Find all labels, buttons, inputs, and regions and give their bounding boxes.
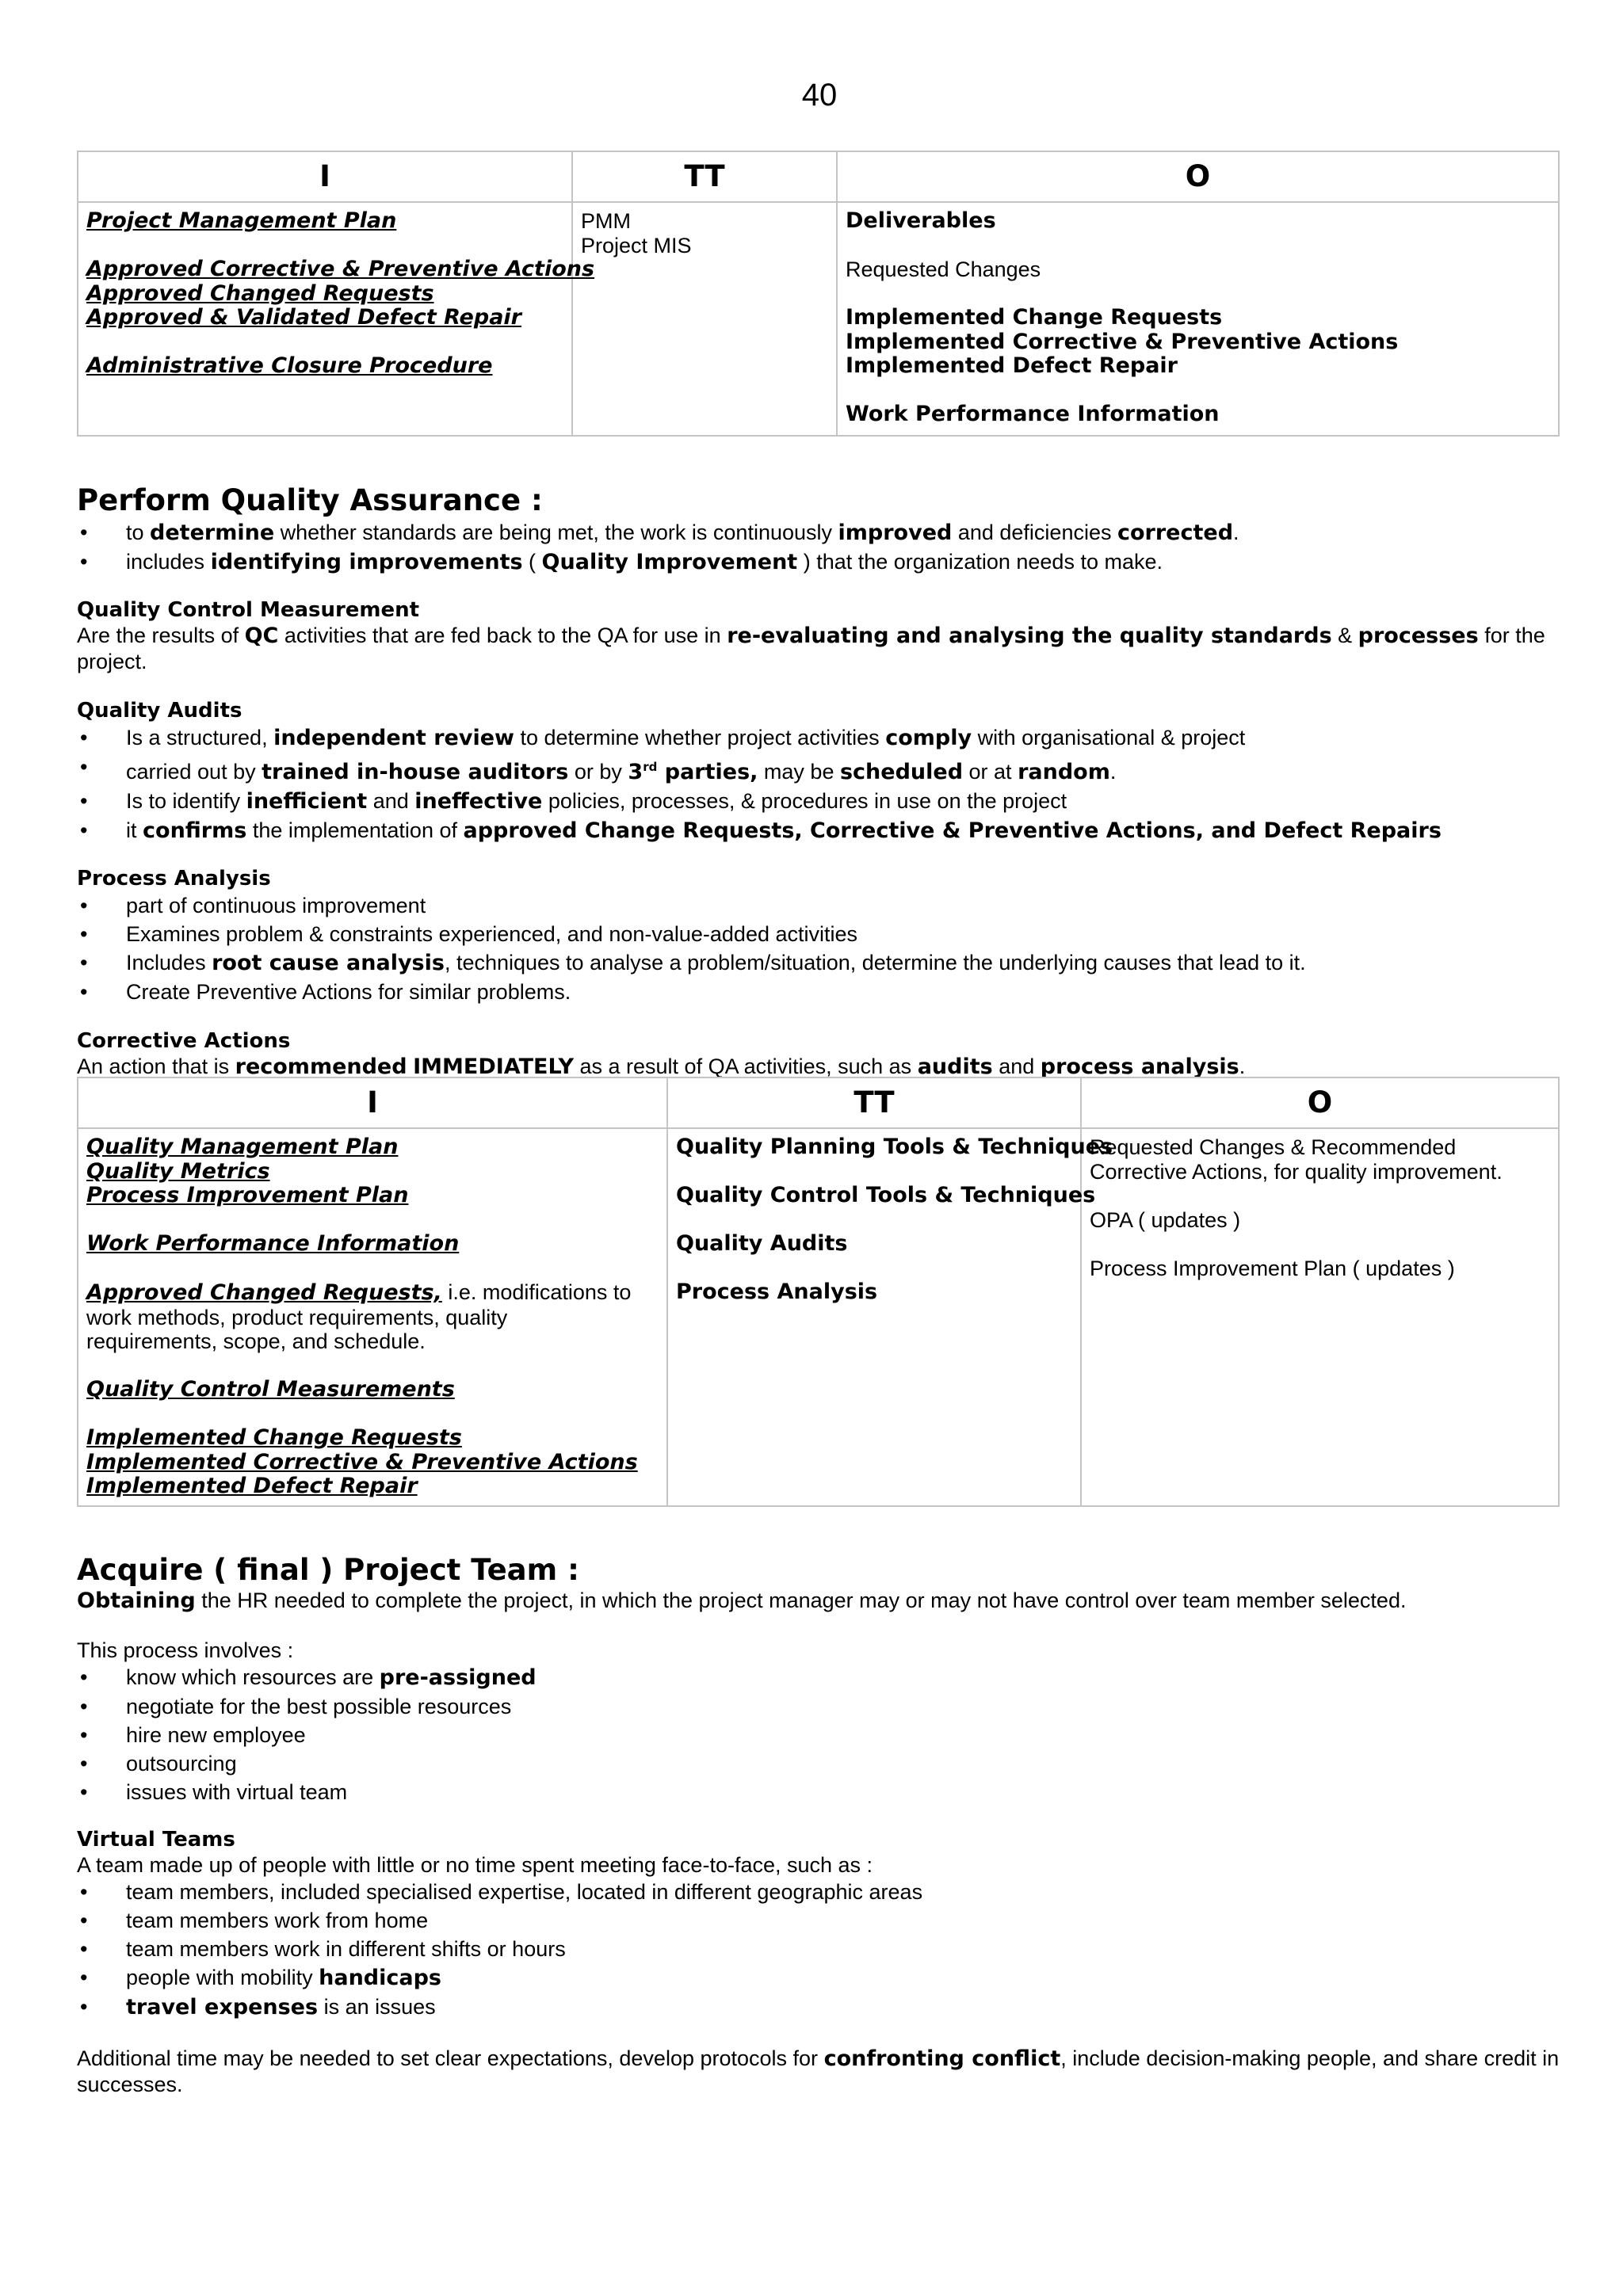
list-item: • travel expenses is an issues: [80, 1995, 436, 2019]
tools-cell: [667, 1128, 1113, 1506]
table-header-row: [78, 151, 1559, 202]
input-item: Administrative Closure Procedure: [86, 353, 493, 378]
list-item: • includes identifying improvements ( Quality Improvement ) that the organization needs to make.: [80, 550, 1163, 574]
outputs-cell: [837, 202, 1559, 436]
outputs-cell: [1081, 1128, 1559, 1506]
output-item: Implemented Corrective & Preventive Actions: [846, 329, 1399, 354]
table-header-row: [78, 1077, 1559, 1128]
subsection-title: Quality Audits: [77, 699, 242, 723]
header-tools: TT: [572, 151, 837, 202]
header-outputs: O: [837, 151, 1559, 202]
output-item: Deliverables: [846, 208, 996, 233]
tool-item: Quality Control Tools & Techniques: [676, 1183, 1096, 1207]
inputs-cell: [78, 202, 595, 436]
output-item: Implemented Defect Repair: [846, 353, 1178, 378]
input-item: Approved & Validated Defect Repair: [86, 305, 521, 330]
list-item: • Is a structured, independent review to determine whether project activities comply with organisational & project: [80, 726, 1246, 750]
table-row: [78, 1128, 1559, 1506]
input-item: Approved Changed Requests: [86, 280, 434, 306]
list-item: • part of continuous improvement: [80, 894, 426, 917]
paragraph: This process involves :: [77, 1638, 294, 1662]
bullet-list: [77, 1878, 1567, 2022]
list-item: • issues with virtual team: [80, 1780, 348, 1804]
bullet-list: [77, 518, 1567, 577]
subsection-title: Process Analysis: [77, 867, 271, 891]
list-item: • know which resources are pre-assigned: [80, 1665, 537, 1690]
list-item: • Create Preventive Actions for similar problems.: [80, 980, 571, 1004]
bullet-list: [77, 1663, 1567, 1806]
list-item: • to determine whether standards are being met, the work is continuously improved and deficiencies corrected.: [80, 521, 1239, 545]
output-item: Requested Changes: [846, 257, 1041, 281]
list-item: • negotiate for the best possible resources: [80, 1695, 512, 1718]
input-item: Approved Changed Requests, i.e. modifications to work methods, product requirements, quality requirements, scope, and schedule.: [86, 1280, 632, 1353]
bullet-list: [77, 891, 1567, 1006]
section-title: Acquire ( final ) Project Team :: [77, 1553, 579, 1587]
tools-cell: [572, 202, 837, 436]
subsection-title: Virtual Teams: [77, 1828, 235, 1852]
output-item: Work Performance Information: [846, 402, 1220, 426]
input-item: Implemented Change Requests: [86, 1425, 462, 1450]
header-outputs: O: [1081, 1077, 1559, 1128]
paragraph: Are the results of QC activities that are fed back to the QA for use in re-evaluating and analysing the quality standards & processes for the project.: [77, 624, 1545, 673]
subsection-title: Quality Control Measurement: [77, 598, 420, 622]
perform-quality-assurance-section: [77, 483, 1567, 1080]
input-item: Process Improvement Plan: [86, 1183, 409, 1207]
table-row: [78, 202, 1559, 436]
paragraph: An action that is recommended IMMEDIATELY as a result of QA activities, such as audits and process analysis.: [77, 1055, 1246, 1079]
bullet-list: [77, 723, 1567, 845]
input-item: Approved Corrective & Preventive Actions: [86, 257, 595, 281]
output-item: OPA ( updates ): [1090, 1207, 1241, 1232]
inputs-cell: [78, 1128, 667, 1506]
list-item: • team members work from home: [80, 1909, 429, 1932]
output-item: Implemented Change Requests: [846, 305, 1223, 330]
tool-item: Quality Planning Tools & Techniques: [676, 1135, 1113, 1159]
input-item: Quality Control Measurements: [86, 1377, 455, 1402]
tool-item: Quality Audits: [676, 1231, 848, 1256]
paragraph: Obtaining the HR needed to complete the project, in which the project manager may or may not have control over team member selected.: [77, 1589, 1407, 1613]
list-item: • Is to identify inefficient and ineffective policies, processes, & procedures in use on the project: [80, 789, 1067, 814]
input-item: Implemented Defect Repair: [86, 1474, 418, 1498]
page-number: 40: [801, 78, 838, 113]
header-inputs: I: [78, 151, 572, 202]
input-item: Project Management Plan: [86, 208, 397, 233]
header-inputs: I: [78, 1077, 667, 1128]
input-item: Implemented Corrective & Preventive Actions: [86, 1449, 638, 1474]
list-item: • team members, included specialised expertise, located in different geographic areas: [80, 1880, 923, 1904]
list-item: • it confirms the implementation of approved Change Requests, Corrective & Preventive Actions, and Defect Repairs: [80, 818, 1442, 843]
list-item: • team members work in different shifts or hours: [80, 1937, 566, 1961]
input-item: Quality Management Plan: [86, 1135, 399, 1159]
paragraph: A team made up of people with little or no time spent meeting face-to-face, such as :: [77, 1853, 873, 1877]
output-item: Process Improvement Plan ( updates ): [1090, 1256, 1455, 1280]
input-item: Quality Metrics: [86, 1158, 270, 1184]
ito-table-1: [77, 151, 1560, 437]
header-tools: TT: [667, 1077, 1081, 1128]
tool-item: PMM: [581, 209, 631, 233]
list-item: • hire new employee: [80, 1723, 306, 1747]
input-item: Work Performance Information: [86, 1231, 460, 1256]
output-item: Requested Changes & Recommended Corrective Actions, for quality improvement.: [1090, 1135, 1503, 1184]
list-item: • people with mobility handicaps: [80, 1966, 441, 1990]
tool-item: Process Analysis: [676, 1280, 878, 1304]
list-item: • Includes root cause analysis, techniques to analyse a problem/situation, determine the underlying causes that lead to it.: [80, 951, 1306, 975]
list-item: • carried out by trained in-house auditors or by 3rd parties, may be scheduled or at random.: [80, 755, 1117, 784]
tool-item: Project MIS: [581, 233, 692, 257]
section-title: Perform Quality Assurance :: [77, 483, 543, 517]
list-item: • Examines problem & constraints experienced, and non-value-added activities: [80, 922, 858, 946]
paragraph: Additional time may be needed to set clear expectations, develop protocols for confronting conflict, include decision-making people, and share credit in successes.: [77, 2046, 1560, 2096]
list-item: • outsourcing: [80, 1752, 237, 1775]
acquire-project-team-section: [77, 1553, 1567, 2097]
subsection-title: Corrective Actions: [77, 1029, 291, 1053]
ito-table-2: [77, 1077, 1560, 1507]
